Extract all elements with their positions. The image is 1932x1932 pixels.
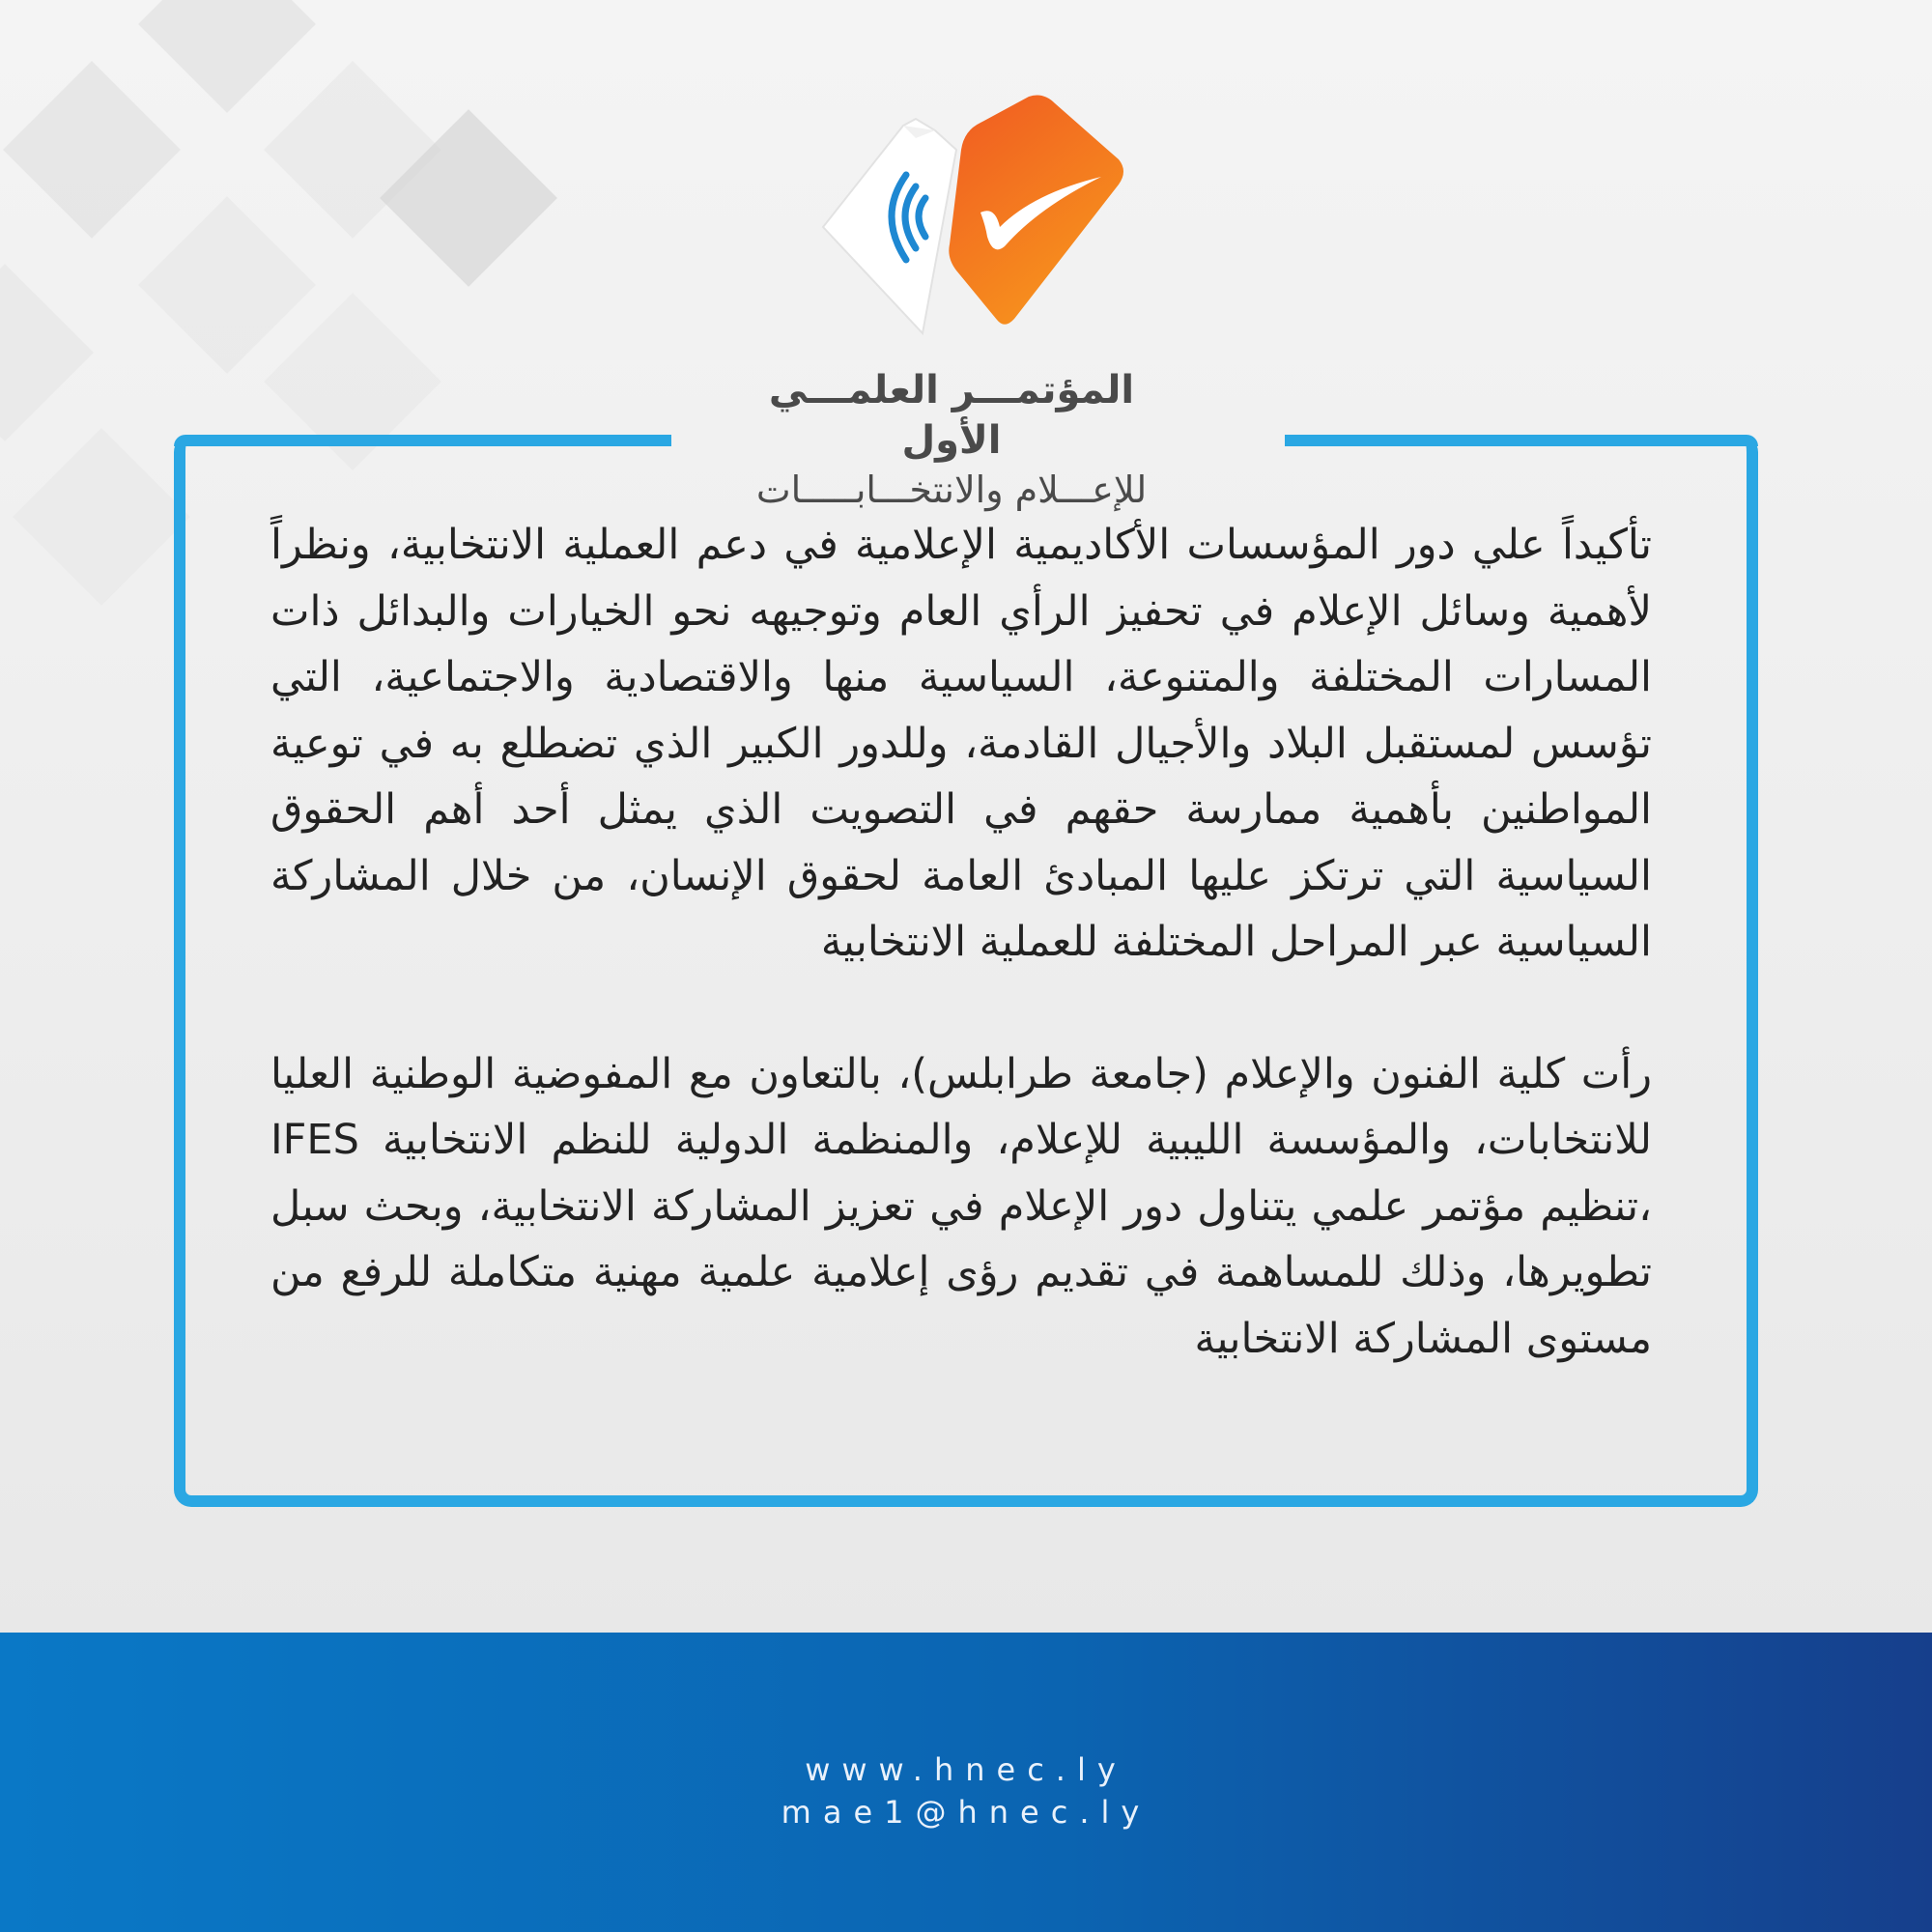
footer-bar: [0, 1633, 1932, 1932]
website-link[interactable]: www.hnec.ly: [805, 1751, 1127, 1788]
frame-top-right-segment: [1285, 435, 1758, 446]
paragraph-intro: تأكيداً علي دور المؤسسات الأكاديمية الإعلامية في دعم العملية الانتخابية، ونظراً لأهمية وسائل الإعلام في تحفيز الرأي العام وتوجيهه نحو الخيارات والبدائل ذات المسارات المختلفة والمتنوعة، السياسية منها والاقتصادية والاجتماعية، التي تؤسس لمستقبل البلاد والأجيال القادمة، وللدور الكبير الذي تضطلع به في توعية المواطنين بأهمية ممارسة حقهم في التصويت الذي يمثل أحد أهم الحقوق السياسية التي ترتكز عليها المبادئ العامة لحقوق الإنسان، من خلال المشاركة السياسية عبر المراحل المختلفة للعملية الانتخابية: [270, 521, 1652, 966]
conference-title-line1: المؤتمـــر العلمـــي الأول: [768, 368, 1135, 463]
email-link[interactable]: mae1@hnec.ly: [781, 1794, 1151, 1831]
paragraph-announcement: رأت كلية الفنون والإعلام (جامعة طرابلس)، بالتعاون مع المفوضية الوطنية العليا للانتخابات، والمؤسسة الليبية للإعلام، والمنظمة الدولية للنظم الانتخابية IFES ،تنظيم مؤتمر علمي يتناول دور الإعلام في تعزيز المشاركة الانتخابية، وبحث سبل تطويرها، وذلك للمساهمة في تقديم رؤى إعلامية علمية مهنية متكاملة للرفع من مستوى المشاركة الانتخابية: [270, 1049, 1652, 1363]
conference-title-line2: للإعـــلام والانتخـــابـــــات: [755, 469, 1148, 511]
frame-top-left-segment: [174, 435, 671, 446]
body-text: [270, 512, 1652, 1372]
footer-contacts: [0, 1748, 1932, 1833]
voting-card-logo: [811, 92, 1140, 343]
